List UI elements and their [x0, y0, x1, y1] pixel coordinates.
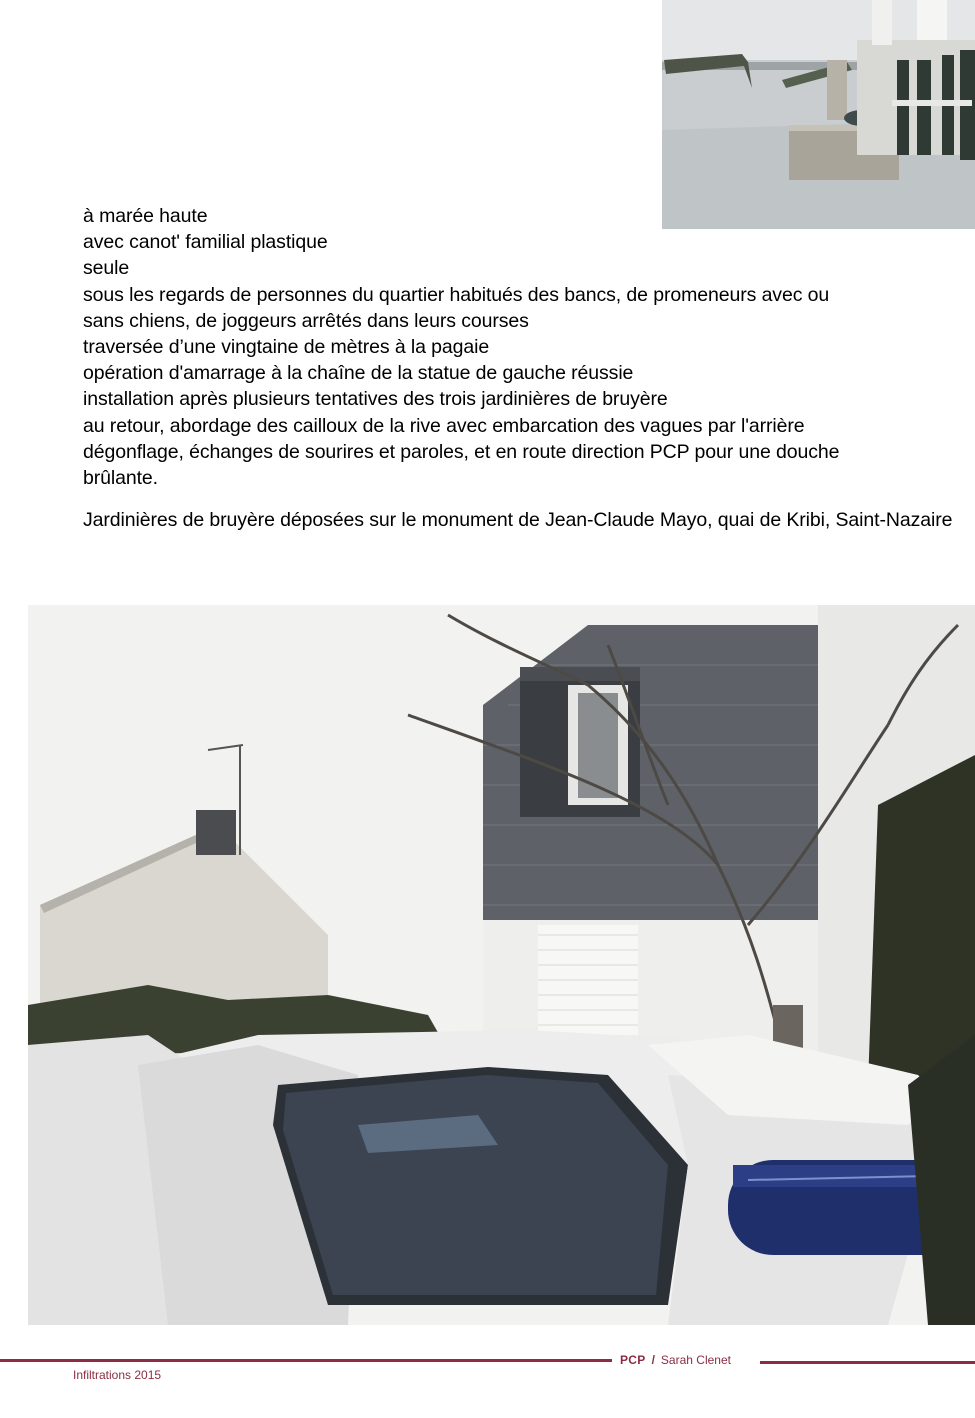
body-line: au retour, abordage des cailloux de la rive avec embarcation des vagues par l'arrière	[83, 414, 805, 437]
body-line: installation après plusieurs tentatives des trois jardinières de bruyère	[83, 388, 668, 411]
body-line: seule	[83, 257, 130, 280]
footer-rule-right	[760, 1361, 975, 1364]
photo-caption: Jardinières de bruyère déposées sur le monument de Jean-Claude Mayo, quai de Kribi, Saint-Nazaire	[83, 509, 953, 532]
footer-rule-left	[0, 1359, 612, 1362]
footer-brand	[620, 1353, 731, 1367]
body-line: opération d'amarrage à la chaîne de la statue de gauche réussie	[83, 362, 634, 385]
brand-logo: PCP	[620, 1353, 646, 1367]
photo-car-dinghy	[28, 605, 975, 1325]
photo-monument	[662, 0, 975, 229]
publication-title: Infiltrations 2015	[73, 1368, 162, 1382]
body-text	[83, 203, 963, 533]
body-line: dégonflage, échanges de sourires et paroles, et en route direction PCP pour une douche	[83, 440, 840, 463]
photo-car-dinghy-image	[28, 605, 975, 1325]
author-name: Sarah Clenet	[660, 1353, 731, 1367]
body-line: avec canot' familial plastique	[83, 231, 328, 254]
body-line: traversée d’une vingtaine de mètres à la pagaie	[83, 336, 490, 359]
photo-monument-image	[662, 0, 975, 229]
brand-separator: /	[651, 1353, 655, 1367]
body-line: brûlante.	[83, 467, 158, 490]
body-line: à marée haute	[83, 205, 208, 227]
body-line: sans chiens, de joggeurs arrêtés dans leurs courses	[83, 309, 529, 332]
body-line: sous les regards de personnes du quartier habitués des bancs, de promeneurs avec ou	[83, 283, 830, 306]
